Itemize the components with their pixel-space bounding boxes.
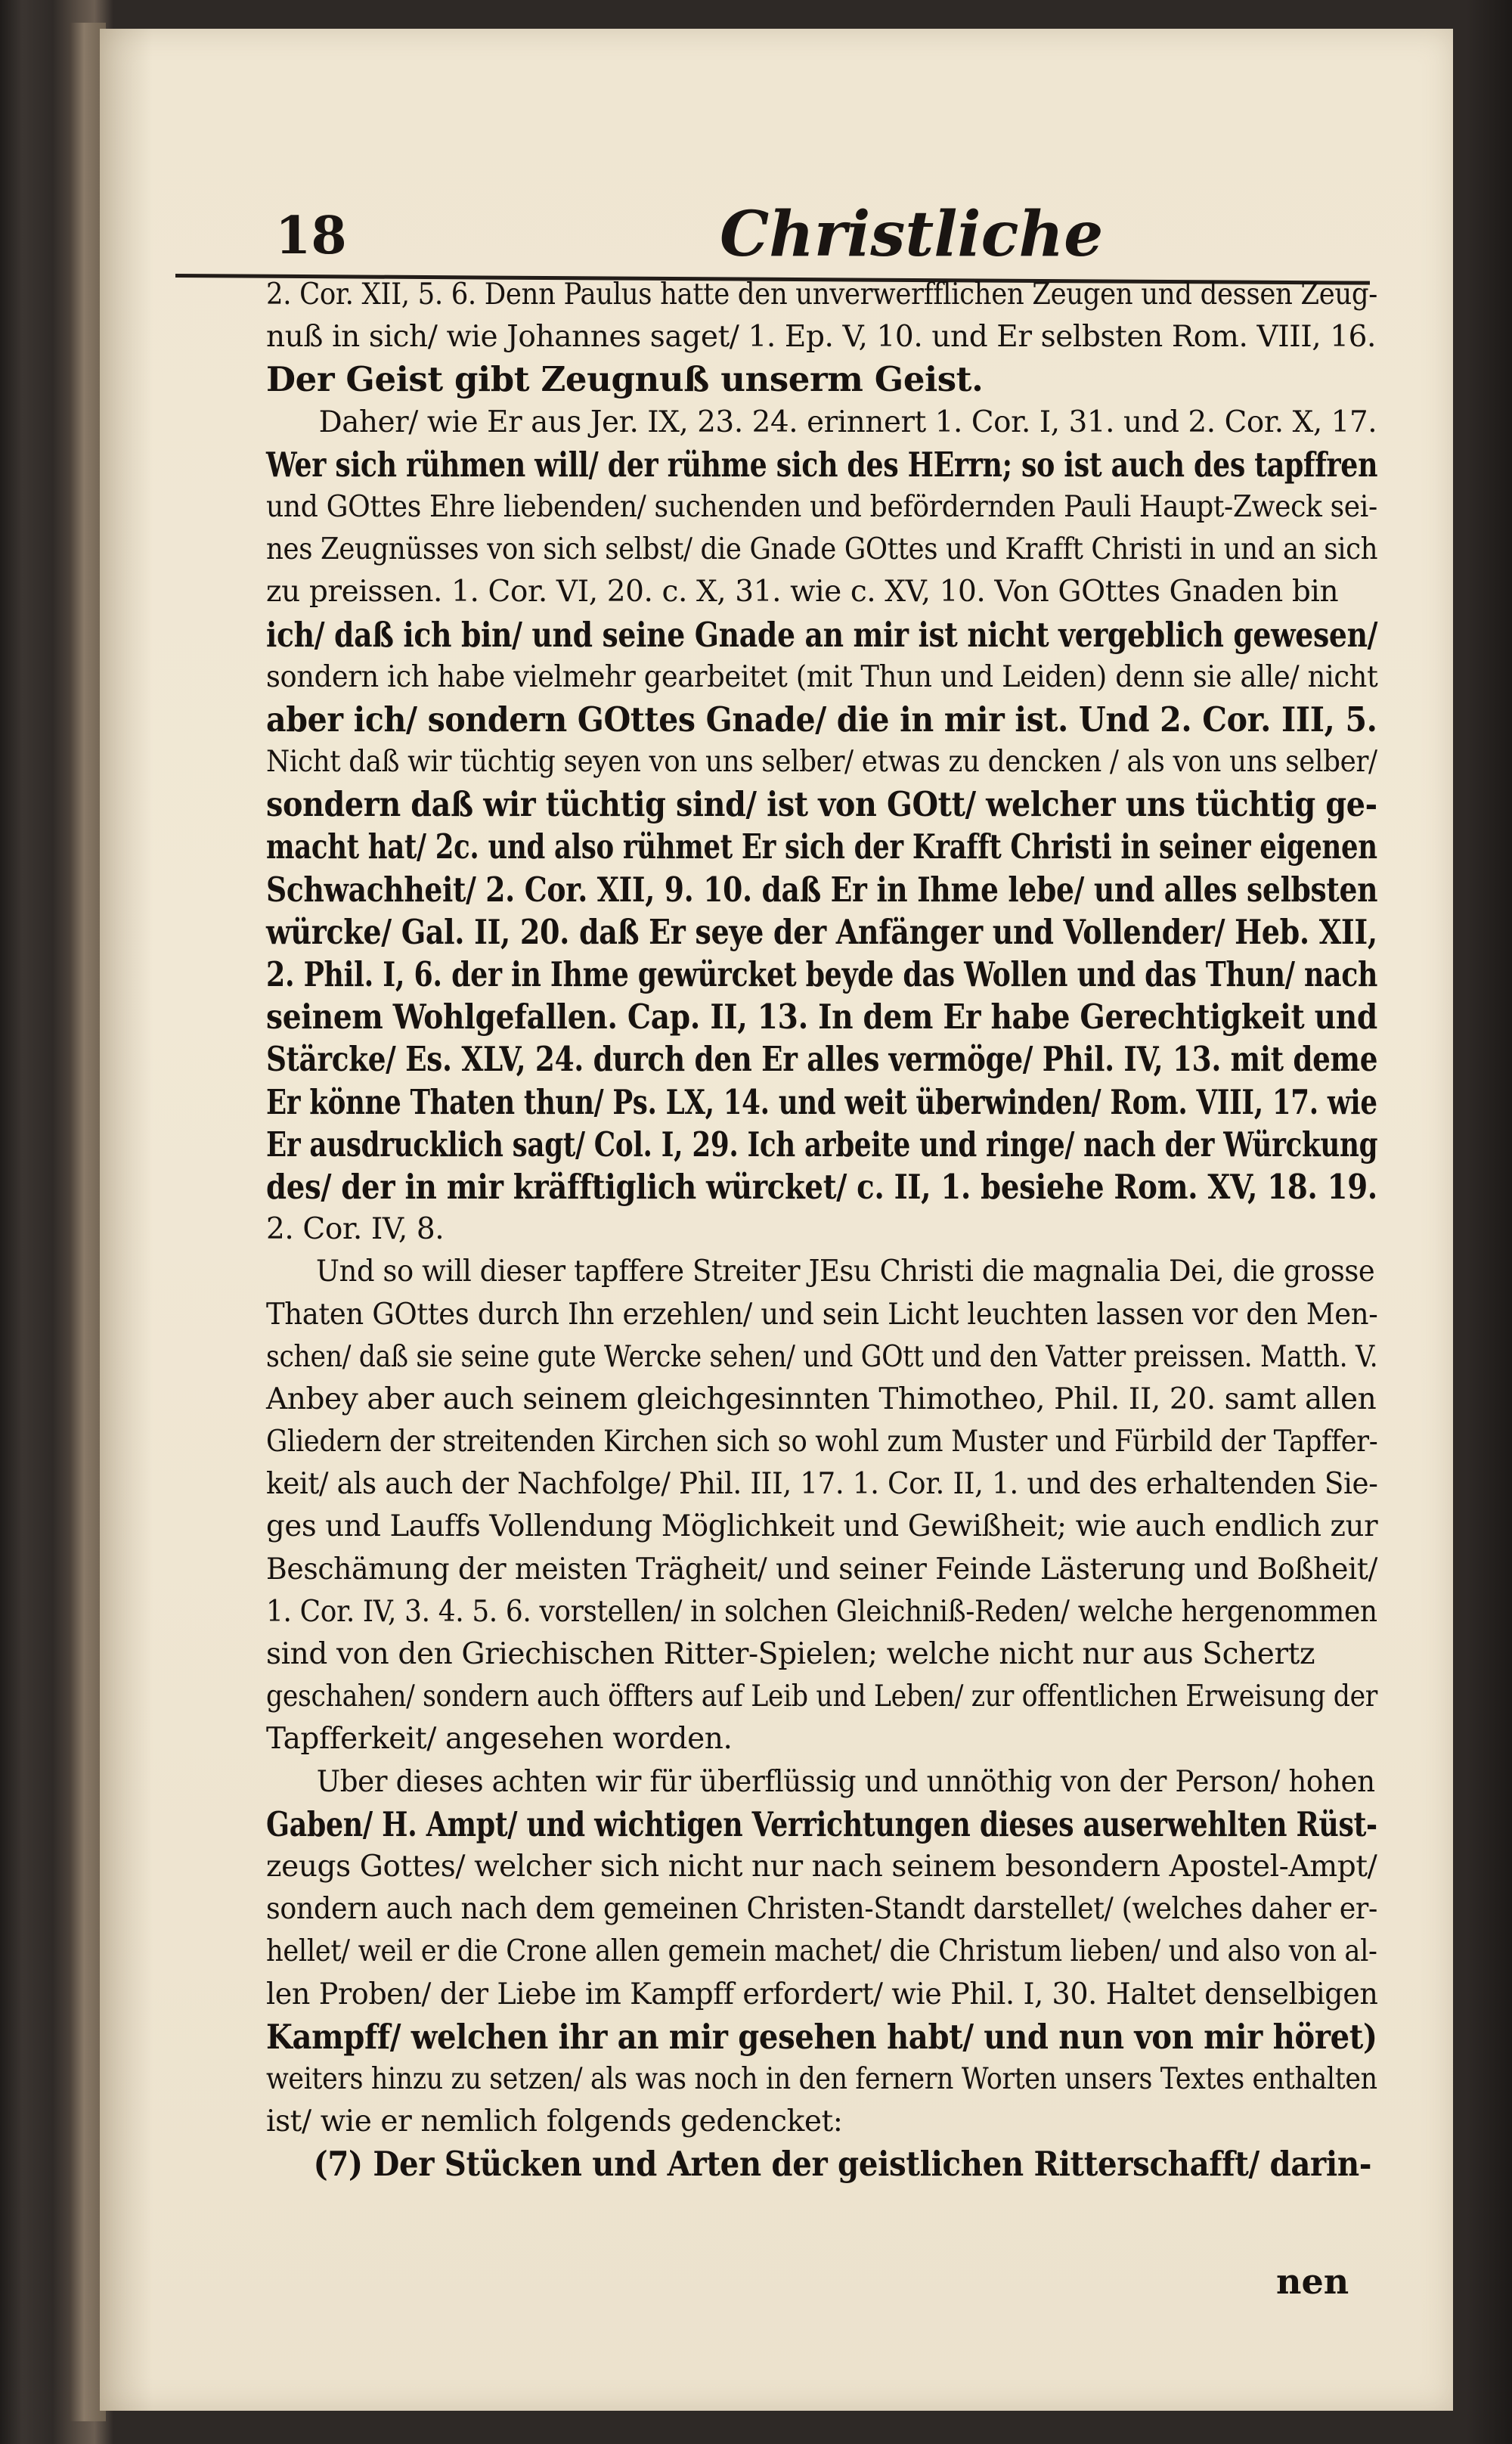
text-line: 2. Cor. XII, 5. 6. Denn Paulus hatte den unverwerfflichen Zeugen und dessen Zeug-	[266, 278, 1377, 312]
catchword: nen	[1276, 2261, 1349, 2302]
text-line: würcke/ Gal. II, 20. daß Er seye der Anfänger und Vollender/ Heb. XII,	[266, 911, 1377, 952]
text-line: und GOttes Ehre liebenden/ suchenden und befördernden Pauli Haupt-Zweck sei-	[266, 489, 1377, 524]
text-line: Thaten GOttes durch Ihn erzehlen/ und sein Licht leuchten lassen vor den Men-	[266, 1297, 1378, 1332]
text-line: 2. Phil. I, 6. der in Ihme gewürcket beyde das Wollen und das Thun/ nach	[266, 954, 1378, 994]
text-line: Uber dieses achten wir für überflüssig und unnöthig von der Person/ hohen	[316, 1764, 1375, 1799]
text-line: nes Zeugnüsses von sich selbst/ die Gnade GOttes und Krafft Christi in und an sich	[266, 532, 1378, 567]
text-line: Gliedern der streitenden Kirchen sich so wohl zum Muster und Fürbild der Tapffer-	[266, 1425, 1378, 1459]
text-line: ich/ daß ich bin/ und seine Gnade an mir ist nicht vergeblich gewesen/	[266, 614, 1378, 655]
text-line: zeugs Gottes/ welcher sich nicht nur nach seinem besondern Apostel-Ampt/	[266, 1849, 1377, 1884]
text-line: sondern auch nach dem gemeinen Christen-Standt darstellet/ (welches daher er-	[266, 1892, 1377, 1927]
text-line: macht hat/ 2c. und also rühmet Er sich der Krafft Christi in seiner eigenen	[266, 827, 1377, 867]
text-line: Kampff/ welchen ihr an mir gesehen habt/ und nun von mir höret)	[266, 2016, 1377, 2057]
text-line: aber ich/ sondern GOttes Gnade/ die in mir ist. Und 2. Cor. III, 5.	[266, 699, 1377, 740]
text-line: Nicht daß wir tüchtig seyen von uns selber/ etwas zu dencken / als von uns selber/	[266, 745, 1377, 780]
text-line: 1. Cor. IV, 3. 4. 5. 6. vorstellen/ in solchen Gleichniß-Reden/ welche hergenommen	[266, 1594, 1377, 1629]
text-line: nuß in sich/ wie Johannes saget/ 1. Ep. V, 10. und Er selbsten Rom. VIII, 16.	[266, 320, 1377, 355]
running-head	[175, 198, 1371, 281]
text-line: Er ausdrucklich sagt/ Col. I, 29. Ich arbeite und ringe/ nach der Würckung	[266, 1124, 1378, 1165]
text-line: 2. Cor. IV, 8.	[266, 1212, 445, 1247]
text-line: Beschämung der meisten Trägheit/ und seiner Feinde Lästerung und Boßheit/	[266, 1552, 1377, 1586]
text-line: weiters hinzu zu setzen/ als was noch in den fernern Worten unsers Textes enthalten	[266, 2061, 1377, 2096]
text-line: hellet/ weil er die Crone allen gemein machet/ die Christum lieben/ und also von al-	[266, 1934, 1377, 1969]
text-line: des/ der in mir kräfftiglich würcket/ c. II, 1. besiehe Rom. XV, 18. 19.	[266, 1166, 1377, 1207]
text-line: (7) Der Stücken und Arten der geistlichen Ritterschafft/ darin-	[313, 2144, 1372, 2185]
text-line: Daher/ wie Er aus Jer. IX, 23. 24. erinnert 1. Cor. I, 31. und 2. Cor. X, 17.	[318, 405, 1377, 439]
text-line: ist/ wie er nemlich folgends gedencket:	[266, 2104, 843, 2139]
text-line: len Proben/ der Liebe im Kampff erfordert/ wie Phil. I, 30. Haltet denselbigen	[266, 1977, 1378, 2011]
text-line: Der Geist gibt Zeugnuß unserm Geist.	[266, 359, 984, 400]
text-line: Er könne Thaten thun/ Ps. LX, 14. und weit überwinden/ Rom. VIII, 17. wie	[266, 1081, 1377, 1122]
text-line: Stärcke/ Es. XLV, 24. durch den Er alles vermöge/ Phil. IV, 13. mit deme	[266, 1039, 1378, 1080]
text-line: Und so will dieser tapffere Streiter JEsu Christi die magnalia Dei, die grosse	[316, 1255, 1375, 1289]
text-line: zu preissen. 1. Cor. VI, 20. c. X, 31. wie c. XV, 10. Von GOttes Gnaden bin	[266, 575, 1339, 609]
text-line: Tapfferkeit/ angesehen worden.	[266, 1722, 733, 1757]
text-line: Wer sich rühmen will/ der rühme sich des HErrn; so ist auch des tapffren	[266, 444, 1378, 485]
text-line: seinem Wohlgefallen. Cap. II, 13. In dem Er habe Gerechtigkeit und	[266, 997, 1377, 1037]
text-line: ges und Lauffs Vollendung Möglichkeit und Gewißheit; wie auch endlich zur	[266, 1509, 1378, 1544]
text-line: keit/ als auch der Nachfolge/ Phil. III, 17. 1. Cor. II, 1. und des erhaltenden Sie-	[266, 1467, 1378, 1502]
running-title: Christliche	[720, 198, 1104, 271]
text-line: geschahen/ sondern auch öffters auf Leib und Leben/ zur offentlichen Erweisung der	[266, 1679, 1378, 1714]
text-line: sondern ich habe vielmehr gearbeitet (mit Thun und Leiden) denn sie alle/ nicht	[266, 659, 1378, 694]
text-line: Anbey aber auch seinem gleichgesinnten Thimotheo, Phil. II, 20. samt allen	[266, 1382, 1377, 1416]
body-text	[266, 274, 1377, 2185]
text-line: sondern daß wir tüchtig sind/ ist von GOtt/ welcher uns tüchtig ge-	[266, 784, 1377, 825]
text-line: Schwachheit/ 2. Cor. XII, 9. 10. daß Er in Ihme lebe/ und alles selbsten	[266, 869, 1378, 910]
text-line: sind von den Griechischen Ritter-Spielen; welche nicht nur aus Schertz	[266, 1637, 1315, 1671]
text-line: Gaben/ H. Ampt/ und wichtigen Verrichtungen dieses auserwehlten Rüst-	[266, 1804, 1377, 1844]
page-number: 18	[275, 206, 347, 266]
text-line: schen/ daß sie seine gute Wercke sehen/ und GOtt und den Vatter preissen. Matth. V.	[266, 1339, 1378, 1374]
